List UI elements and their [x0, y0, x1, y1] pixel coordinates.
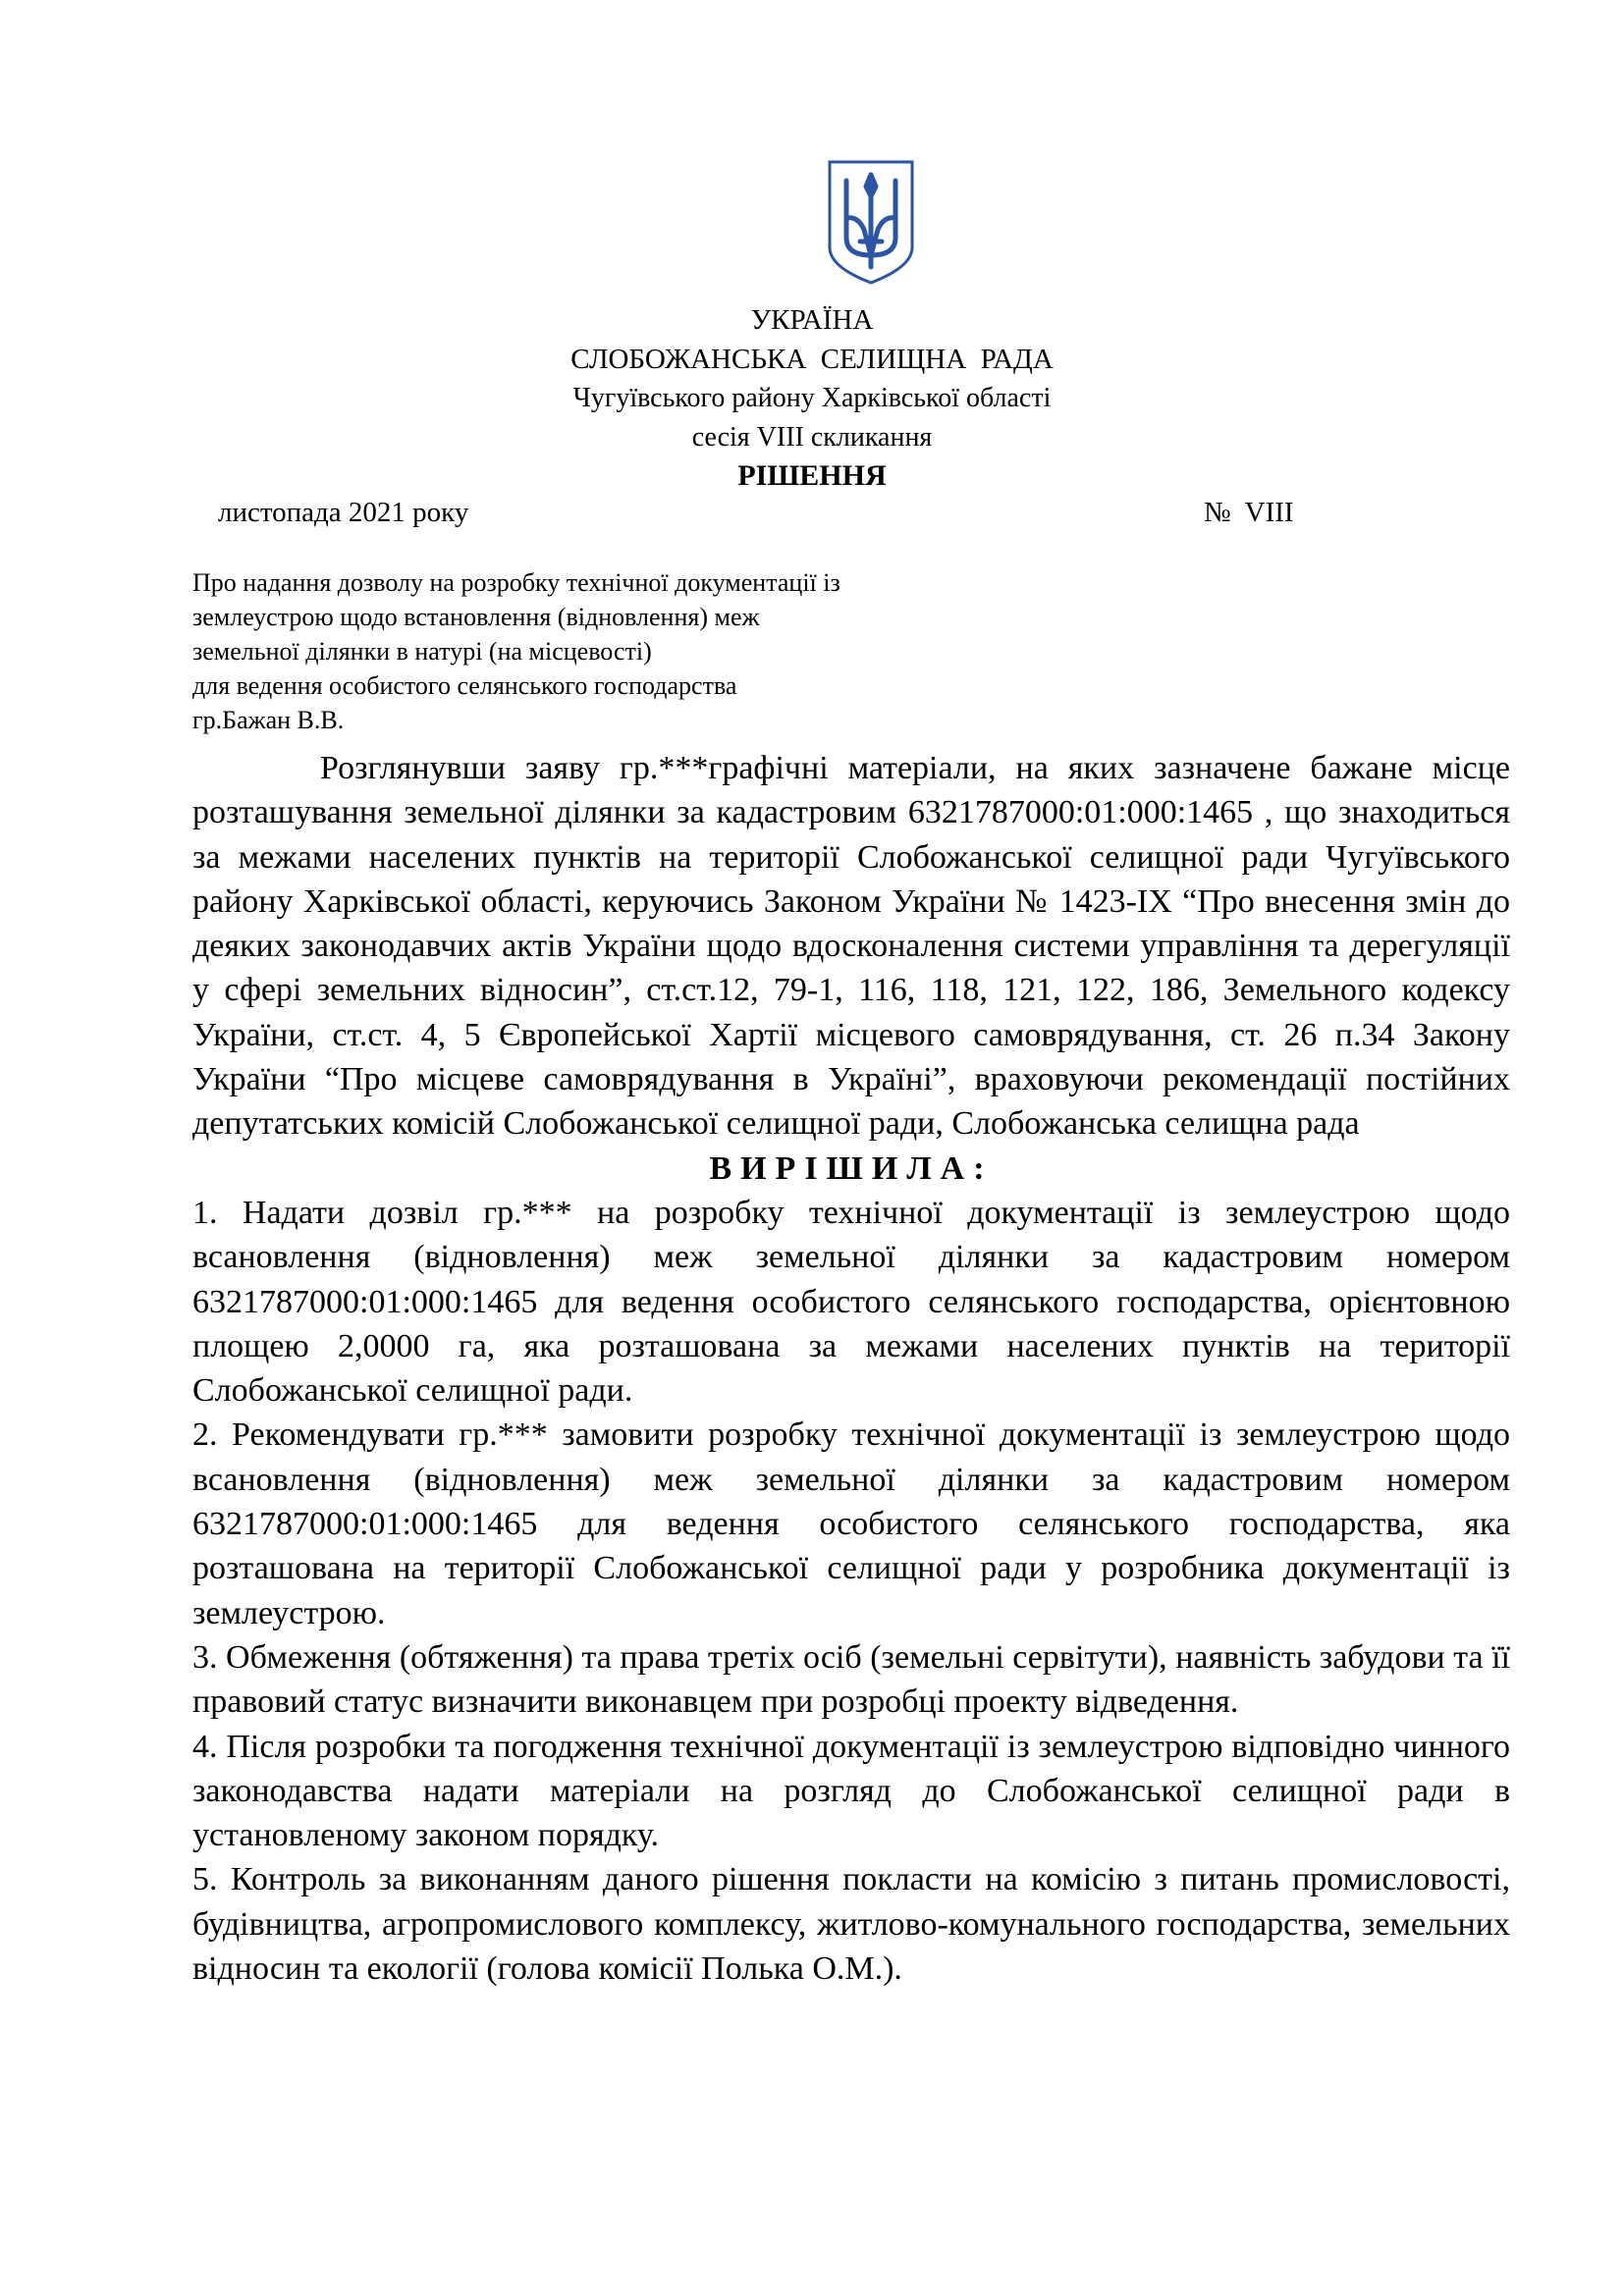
- decision-item: 4. Після розробки та погодження технічної документації із землеустрою відповідно чинного законодавства надати матеріали на розгляд до Слобожанської селищної ради в установленому законом порядку.: [192, 1728, 1510, 1854]
- document-type: РІШЕННЯ: [737, 459, 887, 492]
- country-title: УКРАЇНА: [750, 304, 874, 336]
- subject-line: землеустрою щодо встановлення (відновлення) меж: [192, 603, 760, 631]
- decision-item: 5. Контроль за виконанням даного рішення покласти на комісію з питань промисловості, будівництва, агропромислового комплексу, житлово-комунального господарства, земельних відносин та екології (голова комісії Полька О.М.).: [192, 1861, 1510, 1988]
- decision-subject: [192, 565, 840, 737]
- decision-body: [192, 746, 1510, 1991]
- subject-line: для ведення особистого селянського господарства: [192, 671, 737, 700]
- council-title: СЛОБОЖАНСЬКА СЕЛИЩНА РАДА: [570, 344, 1054, 375]
- decision-item: 2. Рекомендувати гр.*** замовити розробку технічної документації із землеустрою щодо всановлення (відновлення) меж земельної ділянки за кадастровим номером 6321787000:01:000:1465 для ведення особистого селянського господарства, яка розташована на території Слобожанської селищної ради у розробника документації із землеустрою.: [192, 1416, 1510, 1631]
- session-line: сесія VIII скликання: [691, 422, 933, 453]
- decision-item: 3. Обмеження (обтяження) та права третіх осіб (земельні сервітути), наявність забудови та її правовий статус визначити виконавцем при розробці проекту відведення.: [192, 1638, 1510, 1721]
- decision-item: 1. Надати дозвіл гр.*** на розробку технічної документації із землеустрою щодо всановлення (відновлення) меж земельної ділянки за кадастровим номером 6321787000:01:000:1465 для ведення особистого селянського господарства, орієнтовною площею 2,0000 га, яка розташована за межами населених пунктів на території Слобожанської селищної ради.: [192, 1194, 1510, 1410]
- coat-of-arms-trident-icon: [825, 157, 917, 287]
- subject-line: земельної ділянки в натурі (на місцевості): [192, 637, 652, 666]
- decision-number: № VIII: [1204, 497, 1294, 528]
- preamble-paragraph: Розглянувши заяву гр.***графічні матеріали, на яких зазначене бажане місце розташування земельної ділянки за кадастровим 6321787000:01:000:1465 , що знаходиться за межами населених пунктів на території Слобожанської селищної ради Чугуївського району Харківської області, керуючись Законом України № 1423-IX “Про внесення змін до деяких законодавчих актів України щодо вдосконалення системи управління та дерегуляції у сфері земельних відносин”, ст.ст.12, 79-1, 116, 118, 121, 122, 186, Земельного кодексу України, ст.ст. 4, 5 Європейської Хартії місцевого самоврядування, ст. 26 п.34 Закону України “Про місцеве самоврядування в Україні”, враховуючи рекомендації постійних депутатських комісій Слобожанської селищної ради, Слобожанська селищна рада: [192, 750, 1510, 1143]
- district-line: Чугуївського району Харківської області: [572, 383, 1052, 413]
- decision-date: листопада 2021 року: [218, 497, 469, 528]
- decided-heading: ВИРІШИЛА:: [709, 1149, 994, 1187]
- subject-line: гр.Бажан В.В.: [192, 706, 345, 734]
- subject-line: Про надання дозволу на розробку технічної документації із: [192, 568, 840, 597]
